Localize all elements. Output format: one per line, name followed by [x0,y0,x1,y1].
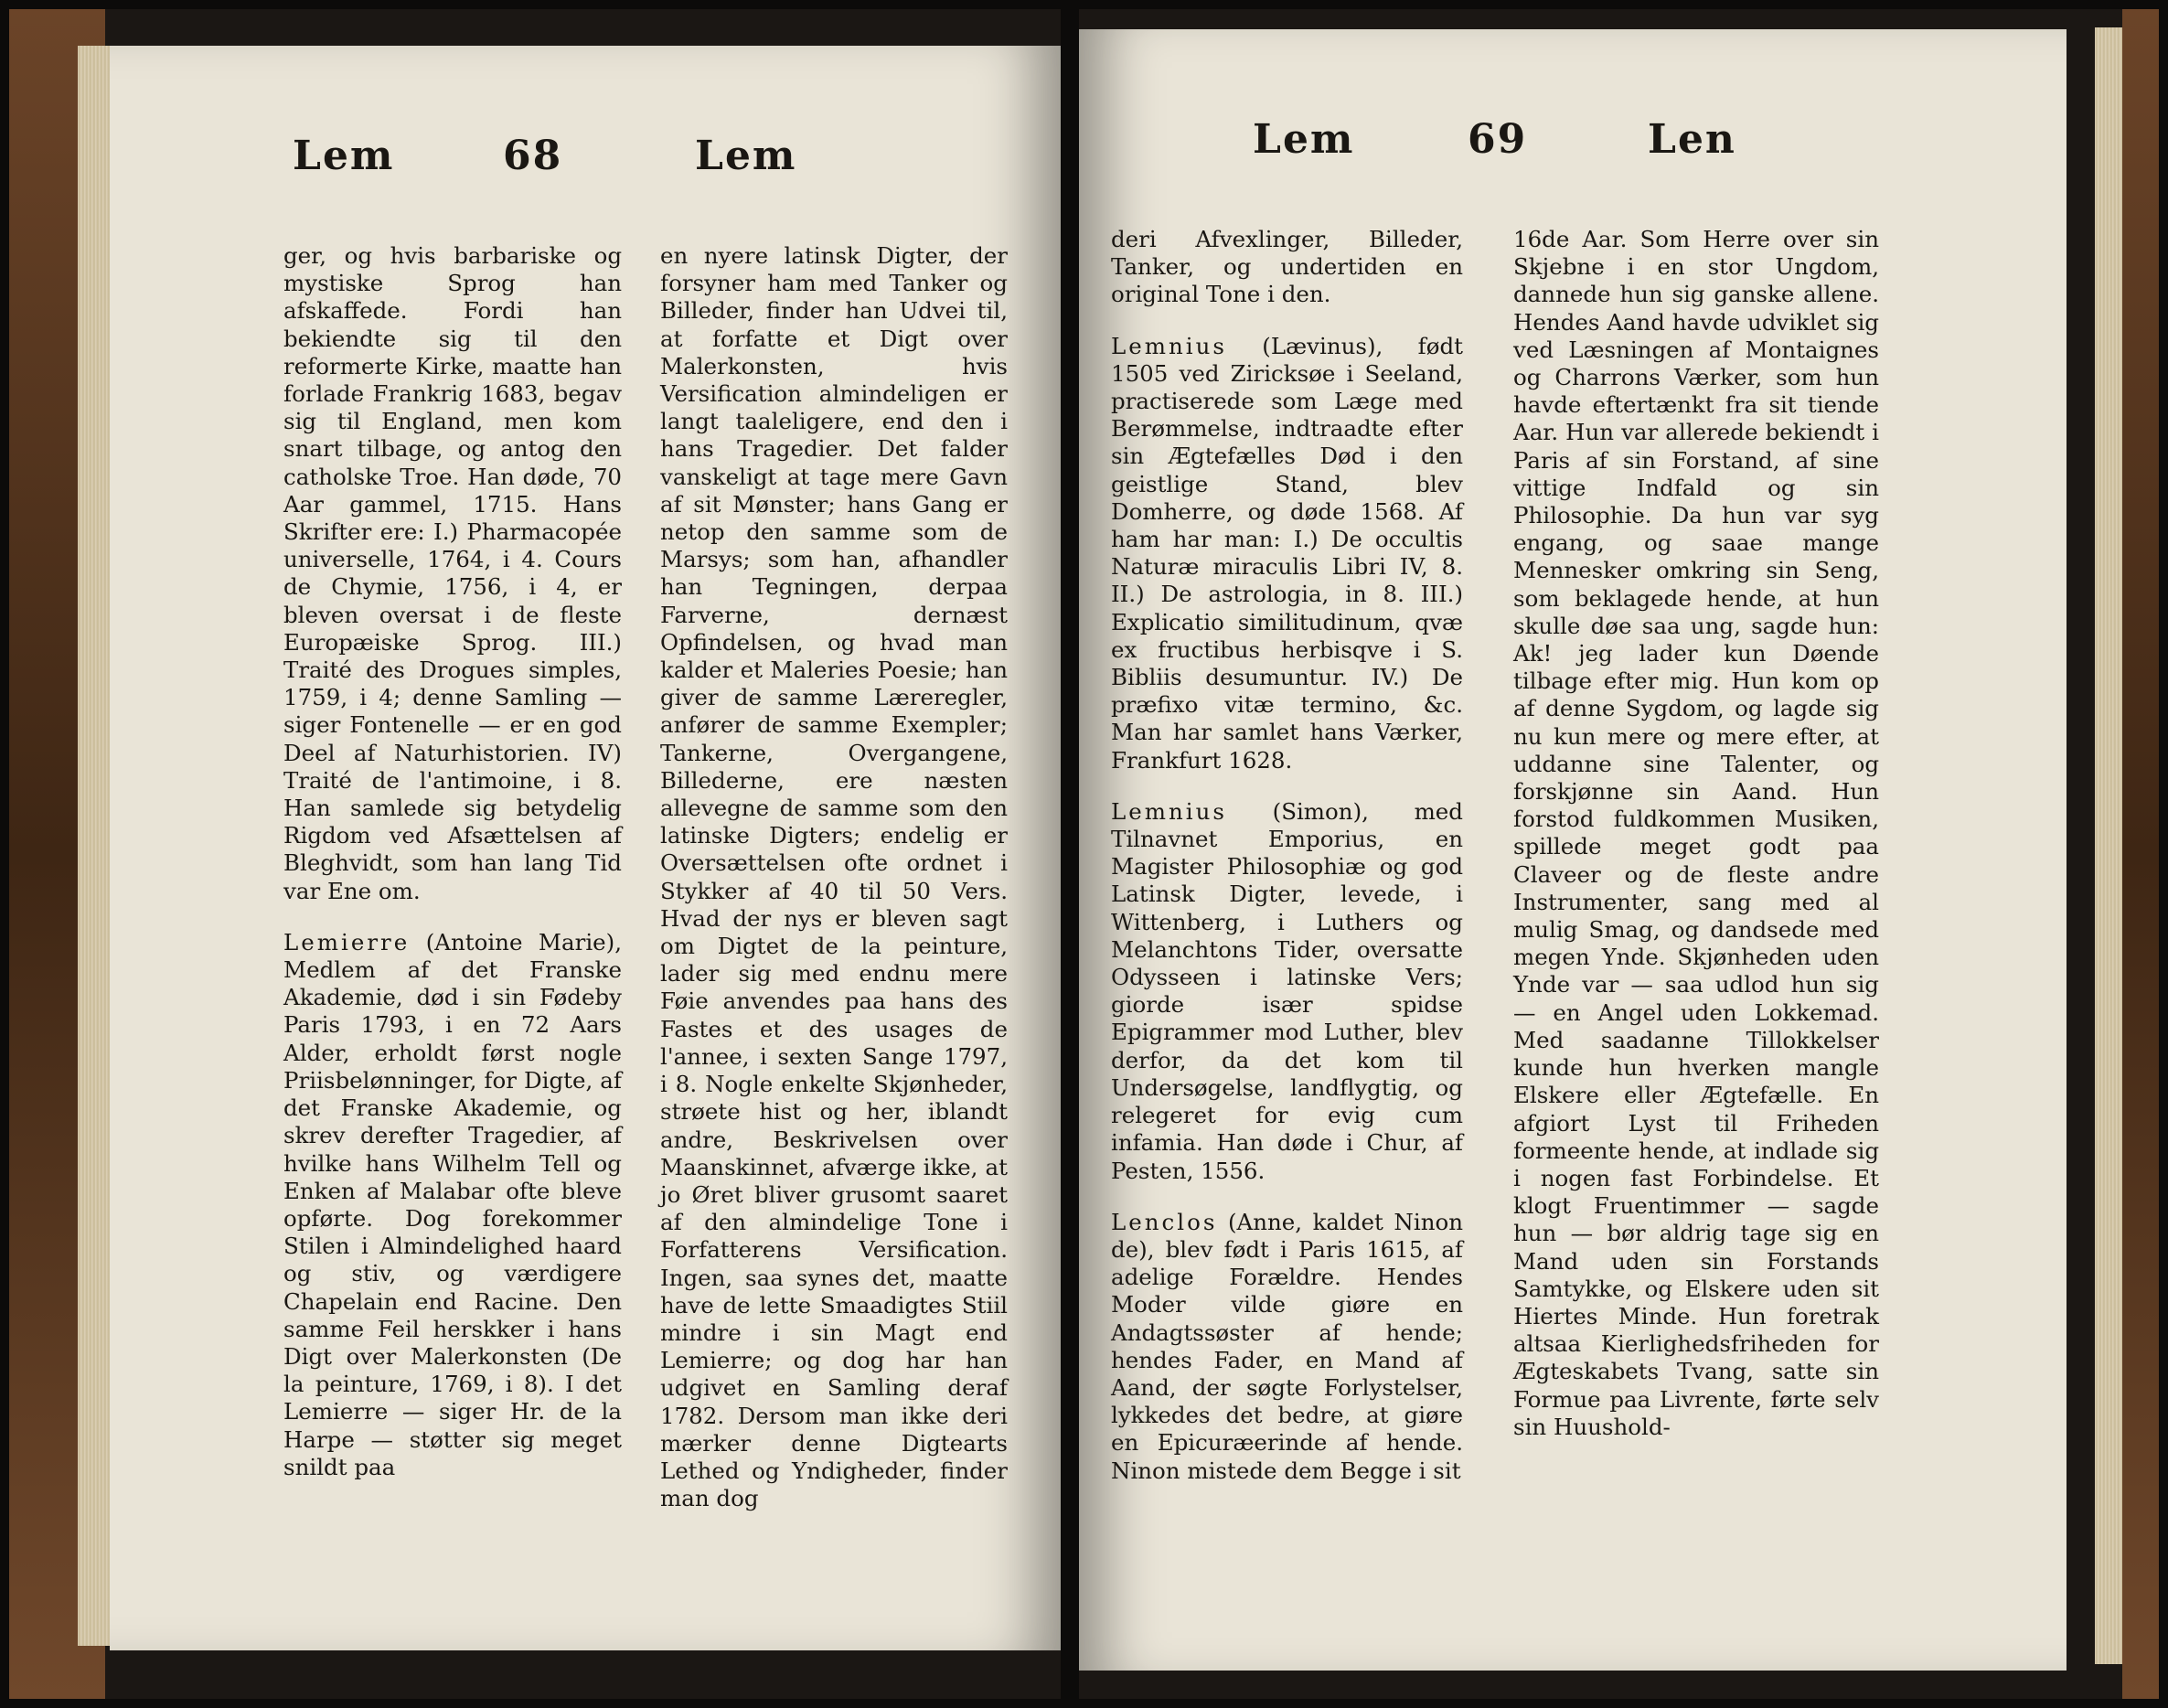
paragraph-text: 16de Aar. Som Herre over sin Skjebne i en stor Ungdom, dannede hun sig ganske allene. Hendes Aand havde udviklet sig ved Læsningen af Montaignes og Charrons Værker, som hun havde eftertænkt fra sit tiende Aar. Hun var allerede bekiendt i Paris af sin Forstand, af sine vittige Indfald og sin Philosophie. Da hun var syg engang, og saae mange Mennesker omkring sin Seng, som beklagede hende, at hun skulle døe saa ung, sagde hun: Ak! jeg lader kun Døende tilbage efter mig. Hun kom op af denne Sygdom, og lagde sig nu kun mere og mere efter, at uddanne sine Talenter, og forskjønne sin Aand. Hun forstod fuldkommen Musiken, spillede meget godt paa Claveer og de fleste andre Instrumenter, sang med al mulig Smag, og dandsede med megen Ynde. Skjønheden uden Ynde var — saa udlod hun sig — en Angel uden Lokkemad. Med saadanne Tillokkelser kunde hun hverken mangle Elskere eller Ægtefælle. En afgiort Lyst til Friheden formeente hende, at indlade sig i nogen fast Forbindelse. Et klogt Fruentimmer — sagde hun — bør aldrig tage sig en Mand uden sin Forstands Samtykke, og Elskere uden sit Hiertes Minde. Hun foretrak altsaa Kierlighedsfriheden for Ægteskabets Tvang, satte sin Formue paa Livrente, førte selv sin Huushold- [1513,226,1879,1440]
running-head-left: Lem [293,133,395,179]
column-left [283,242,622,1481]
running-head-right: Lem [695,133,797,179]
book-cover-leather [2122,9,2159,1699]
entry-lemnius-simon [1111,798,1463,1185]
page-68 [110,46,1061,1650]
page-number: 68 [503,133,563,179]
right-page-panel [1079,9,2159,1699]
entry-headword: Lemnius [1111,797,1227,825]
page-edges [2095,27,2122,1664]
paragraph-text: deri Afvexlinger, Billeder, Tanker, og undertiden en original Tone i den. [1111,226,1463,308]
running-head [1079,116,2067,171]
entry-headword: Lemierre [283,928,411,955]
left-page-panel [9,9,1061,1699]
entry-lenclos [1111,1209,1463,1485]
entry-text: (Antoine Marie), Medlem af det Franske Akademie, død i sin Fødeby Paris 1793, i en 72 Aars Alder, erholdt først nogle Priisbelønninger, for Digte, af det Franske Akademie, og skrev derefter Tragedier, af hvilke hans Wilhelm Tell og Enken af Malabar ofte bleve opførte. Dog forekommer Stilen i Almindelighed haard og stiv, og værdigere Chapelain end Racine. Den samme Feil herskker i hans Digt over Malerkonsten (De la peinture, 1769, i 8). I det Lemierre — siger Hr. de la Harpe — støtter sig meget snildt paa [283,928,622,1480]
entry-lemierre [283,929,622,1481]
entry-text: (Lævinus), født 1505 ved Ziricksøe i Seeland, practiserede som Læge med Berømmelse, indtraadte efter sin Ægtefælles Død i den geistlige Stand, blev Domherre, og døde 1568. Af ham har man: I.) De occultis Naturæ miraculis Libri IV, 8. II.) De astrologia, in 8. III.) Explicatio similitudinum, qvæ ex fructibus herbisqve i S. Bibliis desumuntur. IV.) De præfixo vitæ termino, &c. Man har samlet hans Værker, Frankfurt 1628. [1111,332,1463,774]
page-edges [78,46,114,1646]
entry-text: (Anne, kaldet Ninon de), blev født i Paris 1615, af adelige Forældre. Hendes Moder vilde giøre en Andagtssøster af hende; hendes Fader, en Mand af Aand, der søgte Forlystelser, lykkedes det bedre, at giøre en Epicuræerinde af hende. Ninon mistede dem Begge i sit [1111,1208,1463,1484]
column-right [1513,226,1879,1441]
paragraph-text: ger, og hvis barbariske og mystiske Sprog han afskaffede. Fordi han bekiendte sig til den reformerte Kirke, maatte han forlade Frankrig 1683, begav sig til England, men kom snart tilbage, og antog den catholske Troe. Han døde, 70 Aar gammel, 1715. Hans Skrifter ere: I.) Pharmacopée universelle, 1764, i 4. Cours de Chymie, 1756, i 4, er bleven oversat i de fleste Europæiske Sprog. III.) Traité des Drogues simples, 1759, i 4; denne Samling — siger Fontenelle — er en god Deel af Naturhistorien. IV) Traité de l'antimoine, i 8. Han samlede sig betydelig Rigdom ved Afsættelsen af Bleghvidt, som han lang Tid var Ene om. [283,242,622,904]
page-number: 69 [1468,116,1528,163]
entry-text: (Simon), med Tilnavnet Emporius, en Magister Philosophiæ og god Latinsk Digter, levede, i Wittenberg, i Luthers og Melanchtons Tider, oversatte Odysseen i latinske Vers; giorde især spidse Epigrammer mod Luther, blev derfor, da det kom til Undersøgelse, landflygtig, og relegeret for evig cum infamia. Han døde i Chur, af Pesten, 1556. [1111,797,1463,1184]
entry-headword: Lenclos [1111,1208,1218,1235]
running-head [110,133,1061,187]
running-head-right: Len [1648,116,1736,163]
paragraph-text: en nyere latinsk Digter, der forsyner ham med Tanker og Billeder, finder han Udvei til, at forfatte et Digt over Malerkonsten, hvis Versification almindeligen er langt taaleligere, end den i hans Tragedier. Det falder vanskeligt at tage mere Gavn af sit Mønster; hans Gang er netop den samme som de Marsys; som han, afhandler han Tegningen, derpaa Farverne, dernæst Opfindelsen, og hvad man kalder et Maleries Poesie; han giver de samme Læreregler, anfører de samme Exempler; Tankerne, Overgangene, Billederne, ere næsten allevegne de samme som den latinske Digters; endelig er Oversættelsen ofte ordnet i Stykker af 40 til 50 Vers. Hvad der nys er bleven sagt om Digtet de la peinture, lader sig med endnu mere Føie anvendes paa hans des Fastes et des usages de l'annee, i sexten Sange 1797, i 8. Nogle enkelte Skjønheder, strøete hist og her, iblandt andre, Beskrivelsen over Maanskinnet, afværge ikke, at jo Øret bliver grusomt saaret af den almindelige Tone i Forfatterens Versification. Ingen, saa synes det, maatte have de lette Smaadigtes Stiil mindre i sin Magt end Lemierre; og dog har han udgivet en Samling deraf 1782. Dersom man ikke deri mærker denne Digtearts Lethed og Yndigheder, finder man dog [660,242,1008,1512]
paragraph [283,242,622,905]
running-head-left: Lem [1253,116,1355,163]
entry-lemnius-laevinus [1111,333,1463,774]
paragraph [1111,226,1463,309]
column-left [1111,226,1463,1485]
paragraph [660,242,1008,1512]
entry-headword: Lemnius [1111,332,1227,359]
page-69 [1079,29,2067,1671]
column-right [660,242,1008,1512]
paragraph [1513,226,1879,1441]
